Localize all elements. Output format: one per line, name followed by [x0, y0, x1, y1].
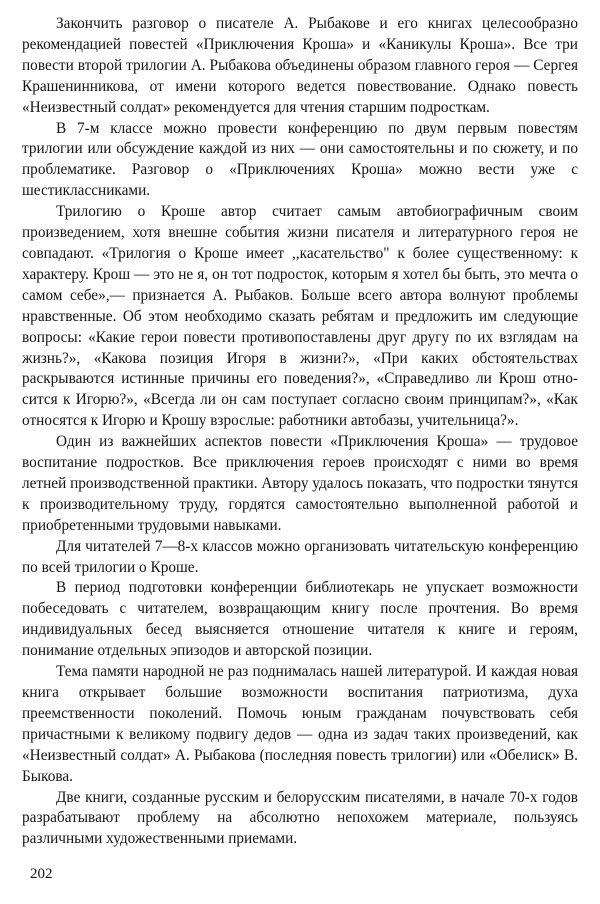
- paragraph-national-memory: Тема памяти народной не раз поднималась нашей литературой. И каждая новая книга открывает большие возможности воспитания патриотизма, духа преемственности поколений. Помочь юным гражданам почувствовать себя причастными к великому подвигу дедов — одна из задач таких произведений, как «Неизвестный солдат» А. Рыбакова (последняя повесть трилогии) или «Обелиск» В. Быкова.: [22, 663, 578, 785]
- paragraph-two-books: Две книги, созданные русским и белорусским писателями, в начале 70-х годов разрабатывают проблему на абсолютно непохожем материале, пользуясь различными художественными приемами.: [22, 788, 578, 848]
- paragraph-7th-grade-conference: В 7-м классе можно провести конференцию по двум первым повестям трилогии или обсуждение каждой из них — они самостоятельны и по сюжету, и по проблематике. Разговор о «Приключениях Кроша» можно вести уже с шестиклассниками.: [22, 119, 578, 200]
- page-number: 202: [30, 866, 53, 882]
- paragraph-trilogy-autobiography: Трилогию о Кроше автор считает самым автобиографичным своим произведением, хотя внешне события жизни писателя и литературного героя не совпадают. «Трилогия о Кроше имеет ,,касательство" к более существенному: к характеру. Крош — это не я, он тот подросток, которым я хотел бы быть, это мечта о самом себе»,— признается А. Рыбаков. Больше всего автора волнуют проблемы нравственные. Об этом необходимо сказать ребятам и предложить им следующие вопросы: «Какие герои повести противопоставлены друг другу по их взглядам на жизнь?», «Какова позиция Игоря в жизни?», «При каких обстоятельствах раскрываются истинные причины его поведения?», «Справедливо ли Крош относится к Игорю?», «Всегда ли он сам поступает согласно своим принципам?», «Как относятся к Игорю и Крошу взрослые: работники автобазы, учительница?».: [22, 203, 578, 430]
- paragraph-labor-education: Один из важнейших аспектов повести «Приключения Кроша» — трудовое воспитание подростков. Все приключения героев происходят с ними во время летней производственной практики. Автору удалось показать, что подростки тянутся к производительному труду, гордятся самостоятельно выполненной работой и приобретенными трудовыми навыками.: [22, 433, 578, 534]
- text-column: [22, 14, 578, 850]
- paragraph-librarian-preparation: В период подготовки конференции библиотекарь не упускает возможности побеседовать с читателем, возвращающим книгу после прочтения. Во время индивидуальных бесед выясняется отношение читателя к книге и героям, понимание отдельных эпизодов и авторской позиции.: [22, 579, 578, 660]
- paragraph-rybakov-recommendation: Закончить разговор о писателе А. Рыбакове и его книгах целесообразно рекомендацией повестей «Приключения Кроша» и «Каникулы Кроша». Все три повести второй трилогии А. Рыбакова объединены образом главного героя — Сергея Крашенинникова, от имени которого ведется повествование. Однако повесть «Неизвестный солдат» рекомендуется для чтения старшим подросткам.: [22, 15, 578, 116]
- paragraph-reader-conference: Для читателей 7—8-х классов можно организовать читательскую конференцию по всей трилогии о Кроше.: [22, 537, 578, 576]
